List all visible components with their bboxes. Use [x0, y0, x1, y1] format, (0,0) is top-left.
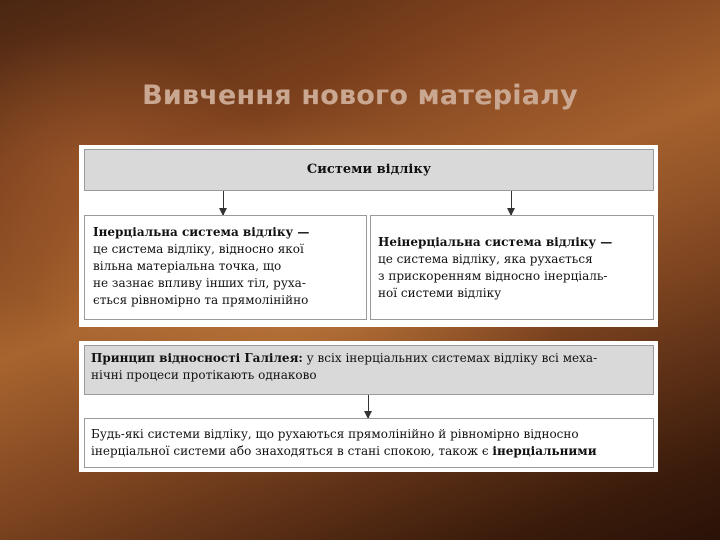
principle-text: у всіх інерціальних системах відліку всі меха-: [302, 351, 598, 365]
definition-line: це система відліку, яка рухається: [378, 252, 593, 266]
slide-title: Вивчення нового матеріалу: [142, 80, 578, 111]
inertial-term: Інерціальна система відліку —: [93, 225, 310, 239]
definition-line: ється рівномірно та прямолінійно: [93, 293, 309, 307]
conclusion-line: [91, 443, 647, 460]
conclusion-line: Будь-які системи відліку, що рухаються прямолінійно й рівномірно відносно: [91, 427, 579, 441]
definition-line: ної системи відліку: [378, 286, 502, 300]
principle-term: Принцип відносності Галілея:: [91, 351, 303, 365]
definition-line: з прискоренням відносно інерціаль-: [378, 269, 608, 283]
diagram-header: Системи відліку: [84, 149, 654, 191]
definition-line: це система відліку, відносно якої: [93, 242, 304, 256]
definition-line: не зазнає впливу інших тіл, руха-: [93, 276, 306, 290]
noninertial-definition-box: [370, 215, 654, 320]
galileo-principle-diagram: [79, 341, 658, 472]
principle-line: нічні процеси протікають однаково: [91, 368, 317, 382]
conclusion-emphasis: інерціальними: [492, 444, 597, 458]
arrow-down-center: [368, 395, 369, 418]
reference-systems-diagram: [79, 145, 658, 327]
noninertial-term: Неінерціальна система відліку —: [378, 235, 613, 249]
arrow-down-left: [223, 191, 224, 215]
inertial-definition-box: [84, 215, 367, 320]
conclusion-box: [84, 418, 654, 468]
definition-line: вільна матеріальна точка, що: [93, 259, 282, 273]
principle-box: [84, 345, 654, 395]
principle-line: [91, 350, 647, 367]
conclusion-text: інерціальної системи або знаходяться в стані спокою, також є: [91, 444, 493, 458]
arrow-down-right: [511, 191, 512, 215]
